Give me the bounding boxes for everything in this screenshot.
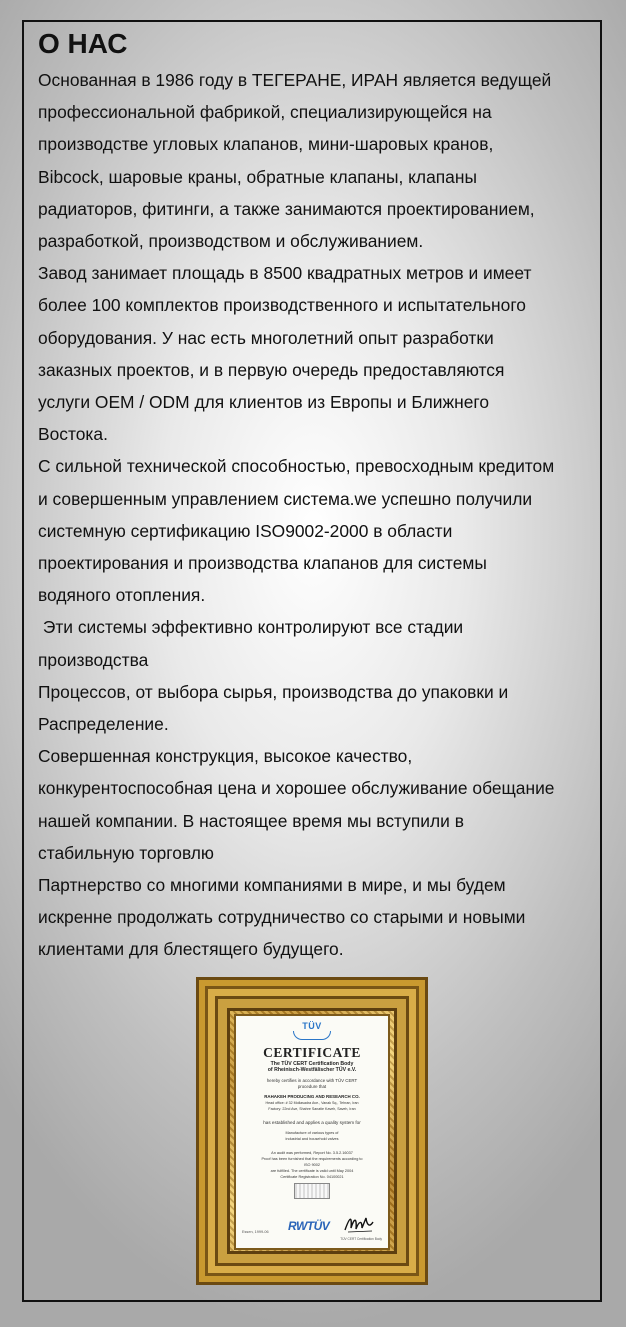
- rwtuv-logo: RWTÜV: [288, 1219, 330, 1233]
- text-line: водяного отопления.: [38, 585, 206, 606]
- cert-line: Manufacture of various types of: [285, 1131, 339, 1136]
- certificate-footer: [236, 1214, 388, 1242]
- text-line: разработкой, производством и обслуживанием.: [38, 231, 424, 252]
- text-line: Bibcock, шаровые краны, обратные клапаны, клапаны: [38, 166, 477, 187]
- tuv-logo-text: TÜV: [302, 1021, 322, 1031]
- text-line: конкурентоспособная цена и хорошее обслуживание обещание: [38, 778, 555, 799]
- cert-line: of Rheinisch-Westfälischer TÜV e.V.: [267, 1067, 357, 1074]
- text-line: клиентами для блестящего будущего.: [38, 939, 344, 960]
- text-line: Востока.: [38, 424, 108, 445]
- text-line: системную сертификацию ISO9002-2000 в области: [38, 520, 453, 541]
- certificate-paper: [234, 1014, 390, 1250]
- text-line: Завод занимает площадь в 8500 квадратных метров и имеет: [38, 263, 532, 284]
- text-line: нашей компании. В настоящее время мы вступили в: [38, 810, 464, 831]
- about-panel: [22, 20, 602, 1302]
- text-line: Процессов, от выбора сырья, производства до упаковки и: [38, 681, 509, 702]
- certificate-heading: CERTIFICATE: [263, 1045, 361, 1060]
- signature-caption: TÜV CERT Certification Body: [340, 1237, 382, 1241]
- certificate-frame: [196, 977, 428, 1285]
- text-line: проектирования и производства клапанов для системы: [38, 553, 487, 574]
- text-line: стабильную торговлю: [38, 842, 214, 863]
- text-line: профессиональной фабрикой, специализирующейся на: [38, 102, 492, 123]
- text-line: услуги OEM / ODM для клиентов из Европы и Ближнего: [38, 392, 490, 413]
- cert-line: has established and applies a quality system for: [263, 1120, 361, 1126]
- cert-line: hereby certifies in accordance with TÜV CERT: [266, 1077, 358, 1083]
- text-line: Распределение.: [38, 714, 169, 735]
- cert-line: ISO 9002: [303, 1163, 321, 1168]
- text-line: искренне продолжать сотрудничество со старыми и новыми: [38, 907, 526, 928]
- cert-line: Head office: # 32 Mollasadra Ave., Vanak Sq., Tehran, Iran: [265, 1101, 359, 1106]
- text-line: Совершенная конструкция, высокое качество,: [38, 746, 413, 767]
- cert-line: industrial and household valves: [285, 1137, 339, 1142]
- signature-icon: [342, 1212, 376, 1236]
- cert-line: procedure that: [297, 1083, 327, 1089]
- text-line: Основанная в 1986 году в ТЕГЕРАНЕ, ИРАН является ведущей: [38, 70, 552, 90]
- text-line: производстве угловых клапанов, мини-шаровых кранов,: [38, 134, 494, 155]
- text-line: Эти системы эффективно контролируют все стадии: [38, 617, 464, 638]
- text-line: С сильной технической способностью, превосходным кредитом: [38, 456, 555, 477]
- text-line: заказных проектов, и в первую очередь предоставляются: [38, 359, 505, 380]
- cert-line: are fulfilled. The certificate is valid until May 2004: [270, 1169, 354, 1174]
- page-title: О НАС: [38, 28, 128, 59]
- cert-line: Certificate Registration No. 04100021: [280, 1175, 344, 1180]
- cert-line: An audit was performed, Report No. 3.5.2.16037: [271, 1151, 353, 1156]
- text-line: радиаторов, фитинги, а также занимаются проектированием,: [38, 198, 535, 219]
- cert-line: The TÜV CERT Certification Body: [270, 1061, 354, 1067]
- seal-icon: [294, 1183, 330, 1199]
- about-text: [38, 64, 598, 966]
- cert-line: Proof has been furnished that the requirements according to: [261, 1157, 363, 1162]
- text-line: более 100 комплектов производственного и испытательного: [38, 295, 526, 316]
- text-line: и совершенным управлением система.we успешно получили: [38, 488, 533, 509]
- text-line: оборудования. У нас есть многолетний опыт разработки: [38, 327, 494, 348]
- tuv-logo-icon: [292, 1021, 332, 1043]
- cert-company: RAHAKEH PRODUCING AND RESEARCH CO.: [264, 1093, 360, 1099]
- text-line: производства: [38, 649, 149, 670]
- cert-date: Essen, 1999-06: [242, 1230, 269, 1234]
- text-line: Партнерство со многими компаниями в мире, и мы будем: [38, 875, 506, 896]
- cert-line: Factory: 22nd Ave, Shahre Sanatie Kaveh, Saveh, Iran: [268, 1107, 356, 1112]
